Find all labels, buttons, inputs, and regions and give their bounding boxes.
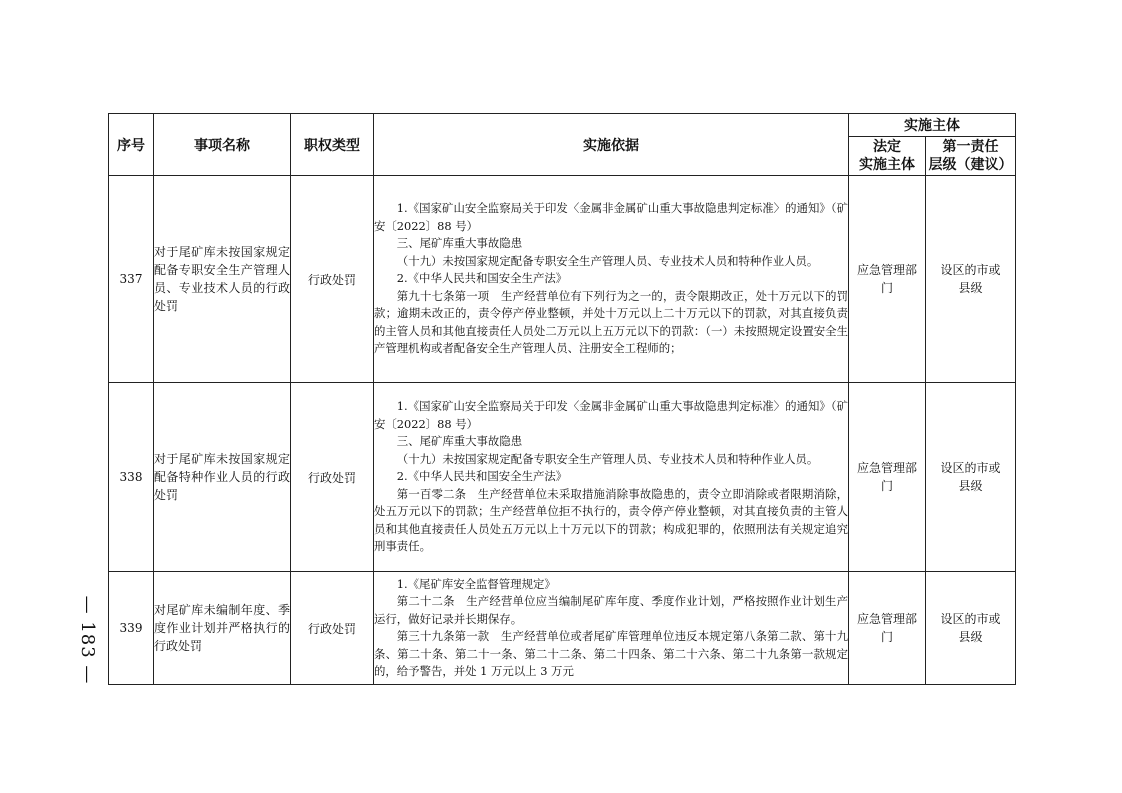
header-type: 职权类型 — [291, 114, 374, 176]
header-first-level-line2: 层级（建议） — [928, 157, 1013, 173]
basis-line: （十九）未按国家规定配备专职安全生产管理人员、专业技术人员和特种作业人员。 — [396, 253, 819, 268]
basis-line: 1.《国家矿山安全监察局关于印发〈金属非金属矿山重大事故隐患判定标准〉的通知》（矿安〔2022〕88 号） — [374, 201, 848, 233]
row-name: 对于尾矿库未按国家规定配备特种作业人员的行政处罚 — [154, 383, 291, 572]
row-level: 设区的市或县级 — [926, 572, 1016, 685]
row-seq: 338 — [109, 383, 154, 572]
row-basis — [374, 176, 849, 383]
row-subject: 应急管理部门 — [849, 176, 926, 383]
enforcement-table — [108, 113, 1016, 685]
row-name: 对尾矿库未编制年度、季度作业计划并严格执行的行政处罚 — [154, 572, 291, 685]
row-basis — [374, 383, 849, 572]
table-row — [109, 176, 1016, 383]
table-row — [109, 383, 1016, 572]
page-number — [68, 585, 108, 695]
header-first-level — [926, 137, 1016, 176]
header-legal-subject-line2: 实施主体 — [859, 157, 915, 173]
basis-line: 第一百零二条 生产经营单位未采取措施消除事故隐患的，责令立即消除或者限期消除，处五万元以下的罚款；生产经营单位拒不执行的，责令停产停业整顿，对其直接负责的主管人员和其他直接责任人员处五万元以上十万元以下的罚款；构成犯罪的，依照刑法有关规定追究刑事责任。 — [374, 486, 848, 554]
row-level: 设区的市或县级 — [926, 176, 1016, 383]
table-row — [109, 572, 1016, 685]
row-basis — [374, 572, 849, 685]
basis-line: 1.《国家矿山安全监察局关于印发〈金属非金属矿山重大事故隐患判定标准〉的通知》（矿安〔2022〕88 号） — [374, 399, 848, 431]
basis-line: （十九）未按国家规定配备专职安全生产管理人员、专业技术人员和特种作业人员。 — [396, 451, 819, 466]
row-level: 设区的市或县级 — [926, 383, 1016, 572]
header-first-level-line1: 第一责任 — [942, 139, 999, 155]
basis-line: 2.《中华人民共和国安全生产法》 — [396, 271, 568, 286]
header-name: 事项名称 — [154, 114, 291, 176]
basis-line: 三、尾矿库重大事故隐患 — [396, 236, 523, 251]
basis-line: 第三十九条第一款 生产经营单位或者尾矿库管理单位违反本规定第八条第二款、第十九条、第二十条、第二十一条、第二十二条、第二十四条、第二十六条、第二十九条第一款规定的，给予警告，并处 1 万元以上 3 万元 — [374, 629, 848, 678]
row-type: 行政处罚 — [291, 176, 374, 383]
basis-line: 第二十二条 生产经营单位应当编制尾矿库年度、季度作业计划，严格按照作业计划生产运行，做好记录并长期保存。 — [374, 594, 848, 626]
header-basis: 实施依据 — [374, 114, 849, 176]
row-type: 行政处罚 — [291, 572, 374, 685]
header-seq: 序号 — [109, 114, 154, 176]
header-subject-group: 实施主体 — [849, 114, 1016, 137]
row-subject: 应急管理部门 — [849, 383, 926, 572]
header-legal-subject — [849, 137, 926, 176]
row-name: 对于尾矿库未按国家规定配备专职安全生产管理人员、专业技术人员的行政处罚 — [154, 176, 291, 383]
page-number-text: — 183 — — [77, 595, 99, 685]
basis-line: 2.《中华人民共和国安全生产法》 — [396, 469, 568, 484]
row-seq: 339 — [109, 572, 154, 685]
basis-line: 第九十七条第一项 生产经营单位有下列行为之一的，责令限期改正，处十万元以下的罚款；逾期未改正的，责令停产停业整顿，并处十万元以上二十万元以下的罚款，对其直接负责的主管人员和其他直接责任人员处二万元以上五万元以下的罚款：（一）未按照规定设置安全生产管理机构或者配备安全生产管理人员、注册安全工程师的； — [374, 288, 848, 356]
row-subject: 应急管理部门 — [849, 572, 926, 685]
basis-line: 1.《尾矿库安全监督管理规定》 — [396, 576, 556, 591]
header-legal-subject-line1: 法定 — [873, 139, 901, 155]
row-type: 行政处罚 — [291, 383, 374, 572]
row-seq: 337 — [109, 176, 154, 383]
basis-line: 三、尾矿库重大事故隐患 — [396, 434, 523, 449]
